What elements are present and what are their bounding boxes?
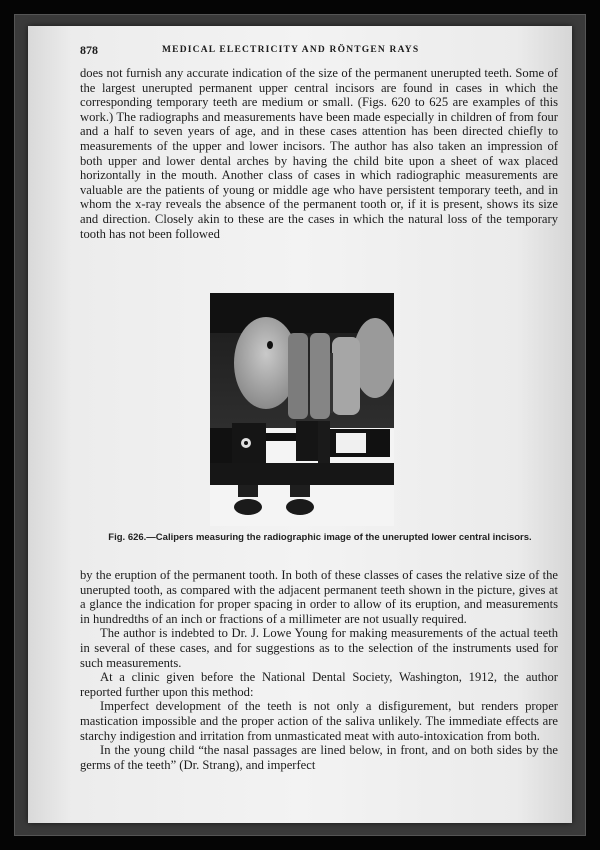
- incisor-left: [288, 333, 308, 419]
- paragraph: does not furnish any accurate indication of the size of the permanent unerupted teeth. Some of the largest unerupted permanent upper central incisors are found in cases in which the corresponding temporary teeth are medium or small. (Figs. 620 to 625 are examples of this work.) The radiographs and measurements have been made especially in children of from four and a half to seven years of age, and in these cases attention has been directed chiefly to measurements of the upper and lower incisors. The author has also taken an impression of both upper and lower dental arches by having the child bite upon a sheet of wax placed horizontally in the mouth. Another class of cases in which radiographic measurements are valuable are the patients of young or middle age who have persistent temporary teeth, and in whom the x-ray reveals the absence of the permanent tooth or, if it is present, shows its size and direction. Closely akin to these are the cases in which the natural loss of the temporary tooth has not been followed: [80, 66, 558, 241]
- paragraph: by the eruption of the permanent tooth. In both of these classes of cases the relative size of the unerupted tooth, as compared with the adjacent permanent teeth shown in the picture, gives at a glance the indication for proper spacing in order to allow of its eruption, and measurements in hundredths of an inch or fractions of a millimeter are not usually required.: [80, 568, 558, 626]
- running-head: MEDICAL ELECTRICITY AND RÖNTGEN RAYS: [162, 45, 420, 55]
- caliper-jaw-right: [296, 421, 318, 461]
- figure-caption: Fig. 626.—Calipers measuring the radiographic image of the unerupted lower central incisors.: [108, 532, 532, 543]
- paragraph: In the young child “the nasal passages are lined below, in front, and on both sides by the germs of the teeth” (Dr. Strang), and imperfect: [80, 743, 558, 772]
- radiograph-figure: [210, 293, 394, 526]
- radiograph-image: [210, 293, 394, 526]
- body-text-bottom: [80, 568, 558, 772]
- thumb-screw-right: [286, 499, 314, 515]
- paragraph: The author is indebted to Dr. J. Lowe Young for making measurements of the actual teeth in several of these cases, and for suggestions as to the selection of the instruments used for such measurements.: [80, 626, 558, 670]
- paragraph: At a clinic given before the National Dental Society, Washington, 1912, the author reported further upon this method:: [80, 670, 558, 699]
- body-text-top: [80, 66, 558, 241]
- caliper-beam: [210, 463, 394, 485]
- book-page: [28, 26, 572, 823]
- page-number: 878: [80, 43, 98, 57]
- thumb-screw-left: [234, 499, 262, 515]
- incisor-right: [310, 333, 330, 419]
- paragraph: Imperfect development of the teeth is not only a disfigurement, but renders proper mastication impossible and the proper action of the saliva unlikely. The immediate effects are starchy indigestion and irritation from unmasticated meat with auto-intoxication from both.: [80, 699, 558, 743]
